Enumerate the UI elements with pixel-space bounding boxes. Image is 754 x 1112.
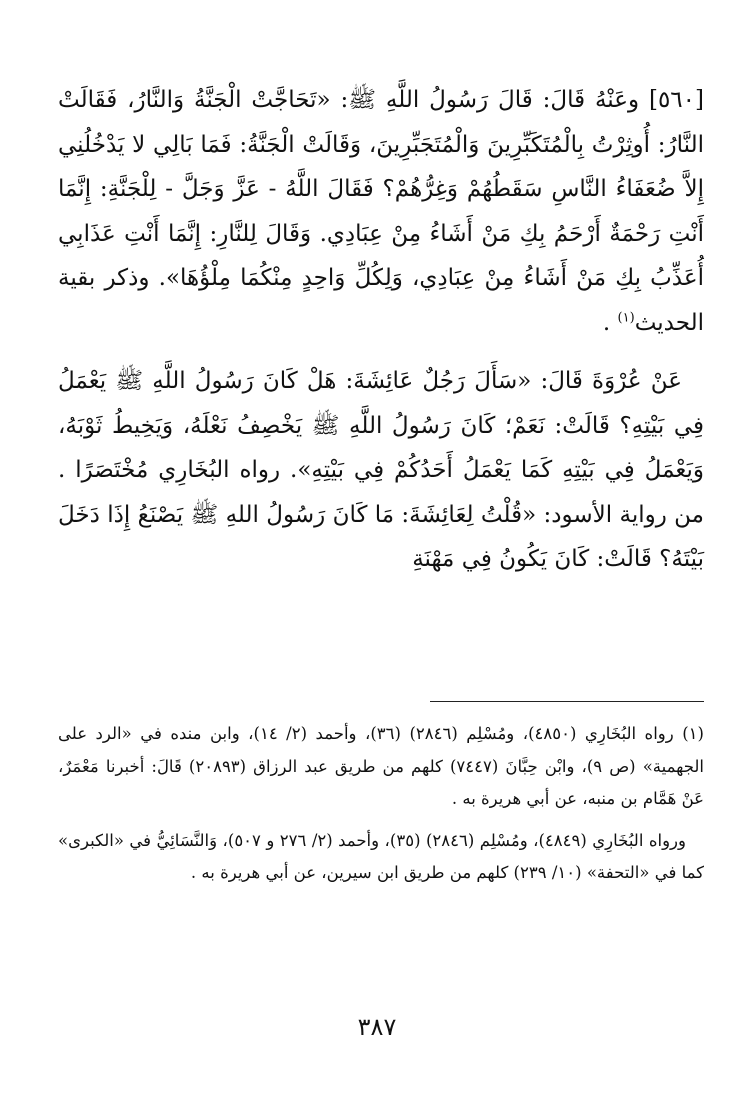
footnote-1: (١) رواه البُخَارِي (٤٨٥٠)، ومُسْلِم (٢٨٤٦) (٣٦)، وأحمد (٢/ ١٤)، وابن منده في «الرد على الجهمية» (ص ٩)، وابْن حِبَّانَ (٧٤٤٧) كلهم من طريق عبد الرزاق (٢٠٨٩٣) قَالَ: أخبرنا مَعْمَرٌ، عَنْ هَمَّام بن منبه، عن أبي هريرة به . <box>58 724 705 808</box>
hadith-text-560: [٥٦٠] وعَنْهُ قَالَ: قَالَ رَسُولُ اللَّهِ ﷺ: «تَحَاجَّتْ الْجَنَّةُ وَالنَّارُ، فَقَالَتْ النَّارُ: أُوثِرْتُ بِالْمُتَكَبِّرِينَ وَالْمُتَجَبِّرِينَ، وَقَالَتْ الْجَنَّةُ: فَمَا بَالِي لا يَدْخُلُنِي إِلاَّ ضُعَفَاءُ النَّاسِ سَقَطُهُمْ وَغِرُّهُمْ؟ فَقَالَ اللَّهُ - عَزَّ وَجَلَّ - لِلْجَنَّةِ: إِنَّمَا أَنْتِ رَحْمَةٌ أَرْحَمُ بِكِ مَنْ أَشَاءُ مِنْ عِبَادِي. وَقَالَ لِلنَّارِ: إِنَّمَا أَنْتِ عَذَابِي أُعَذِّبُ بِكِ مَنْ أَشَاءُ مِنْ عِبَادِي، وَلِكُلِّ وَاحِدٍ مِنْكُمَا مِلْؤُهَا». وذكر بقية الحديث <box>58 87 704 336</box>
urwa-hadith-paragraph: عَنْ عُرْوَةَ قَالَ: «سَأَلَ رَجُلٌ عَائِشَةَ: هَلْ كَانَ رَسُولُ اللَّهِ ﷺ يَعْمَلُ فِي بَيْتِهِ؟ قَالَتْ: نَعَمْ؛ كَانَ رَسُولُ اللَّهِ ﷺ يَخْصِفُ نَعْلَهُ، وَيَخِيطُ ثَوْبَهُ، وَيَعْمَلُ فِي بَيْتِهِ كَمَا يَعْمَلُ أَحَدُكُمْ فِي بَيْتِهِ». رواه البُخَارِي مُخْتَصَرًا . من رواية الأسود: «قُلْتُ لِعَائِشَةَ: مَا كَانَ رَسُولُ اللهِ ﷺ يَصْنَعُ إِذَا دَخَلَ بَيْتَهُ؟ قَالَتْ: كَانَ يَكُونُ فِي مَهْنَةِ <box>58 368 704 572</box>
footnote-divider <box>430 701 704 702</box>
paragraph-end-mark: . <box>602 309 611 336</box>
footnote-reference-1: (١) <box>617 309 635 325</box>
footnote-1-continuation: ورواه البُخَارِي (٤٨٤٩)، ومُسْلِم (٢٨٤٦) (٣٥)، وأحمد (٢/ ٢٧٦ و ٥٠٧)، وَالنَّسَائِيُّ في «الكبرى» كما في «التحفة» (١٠/ ٢٣٩) كلهم من طريق ابن سيرين، عن أبي هريرة به . <box>58 830 704 882</box>
footnotes-block <box>58 718 704 890</box>
page-number: ٣٨٧ <box>357 1013 397 1041</box>
hadith-paragraph-560 <box>58 78 704 345</box>
main-text-block <box>58 78 704 582</box>
